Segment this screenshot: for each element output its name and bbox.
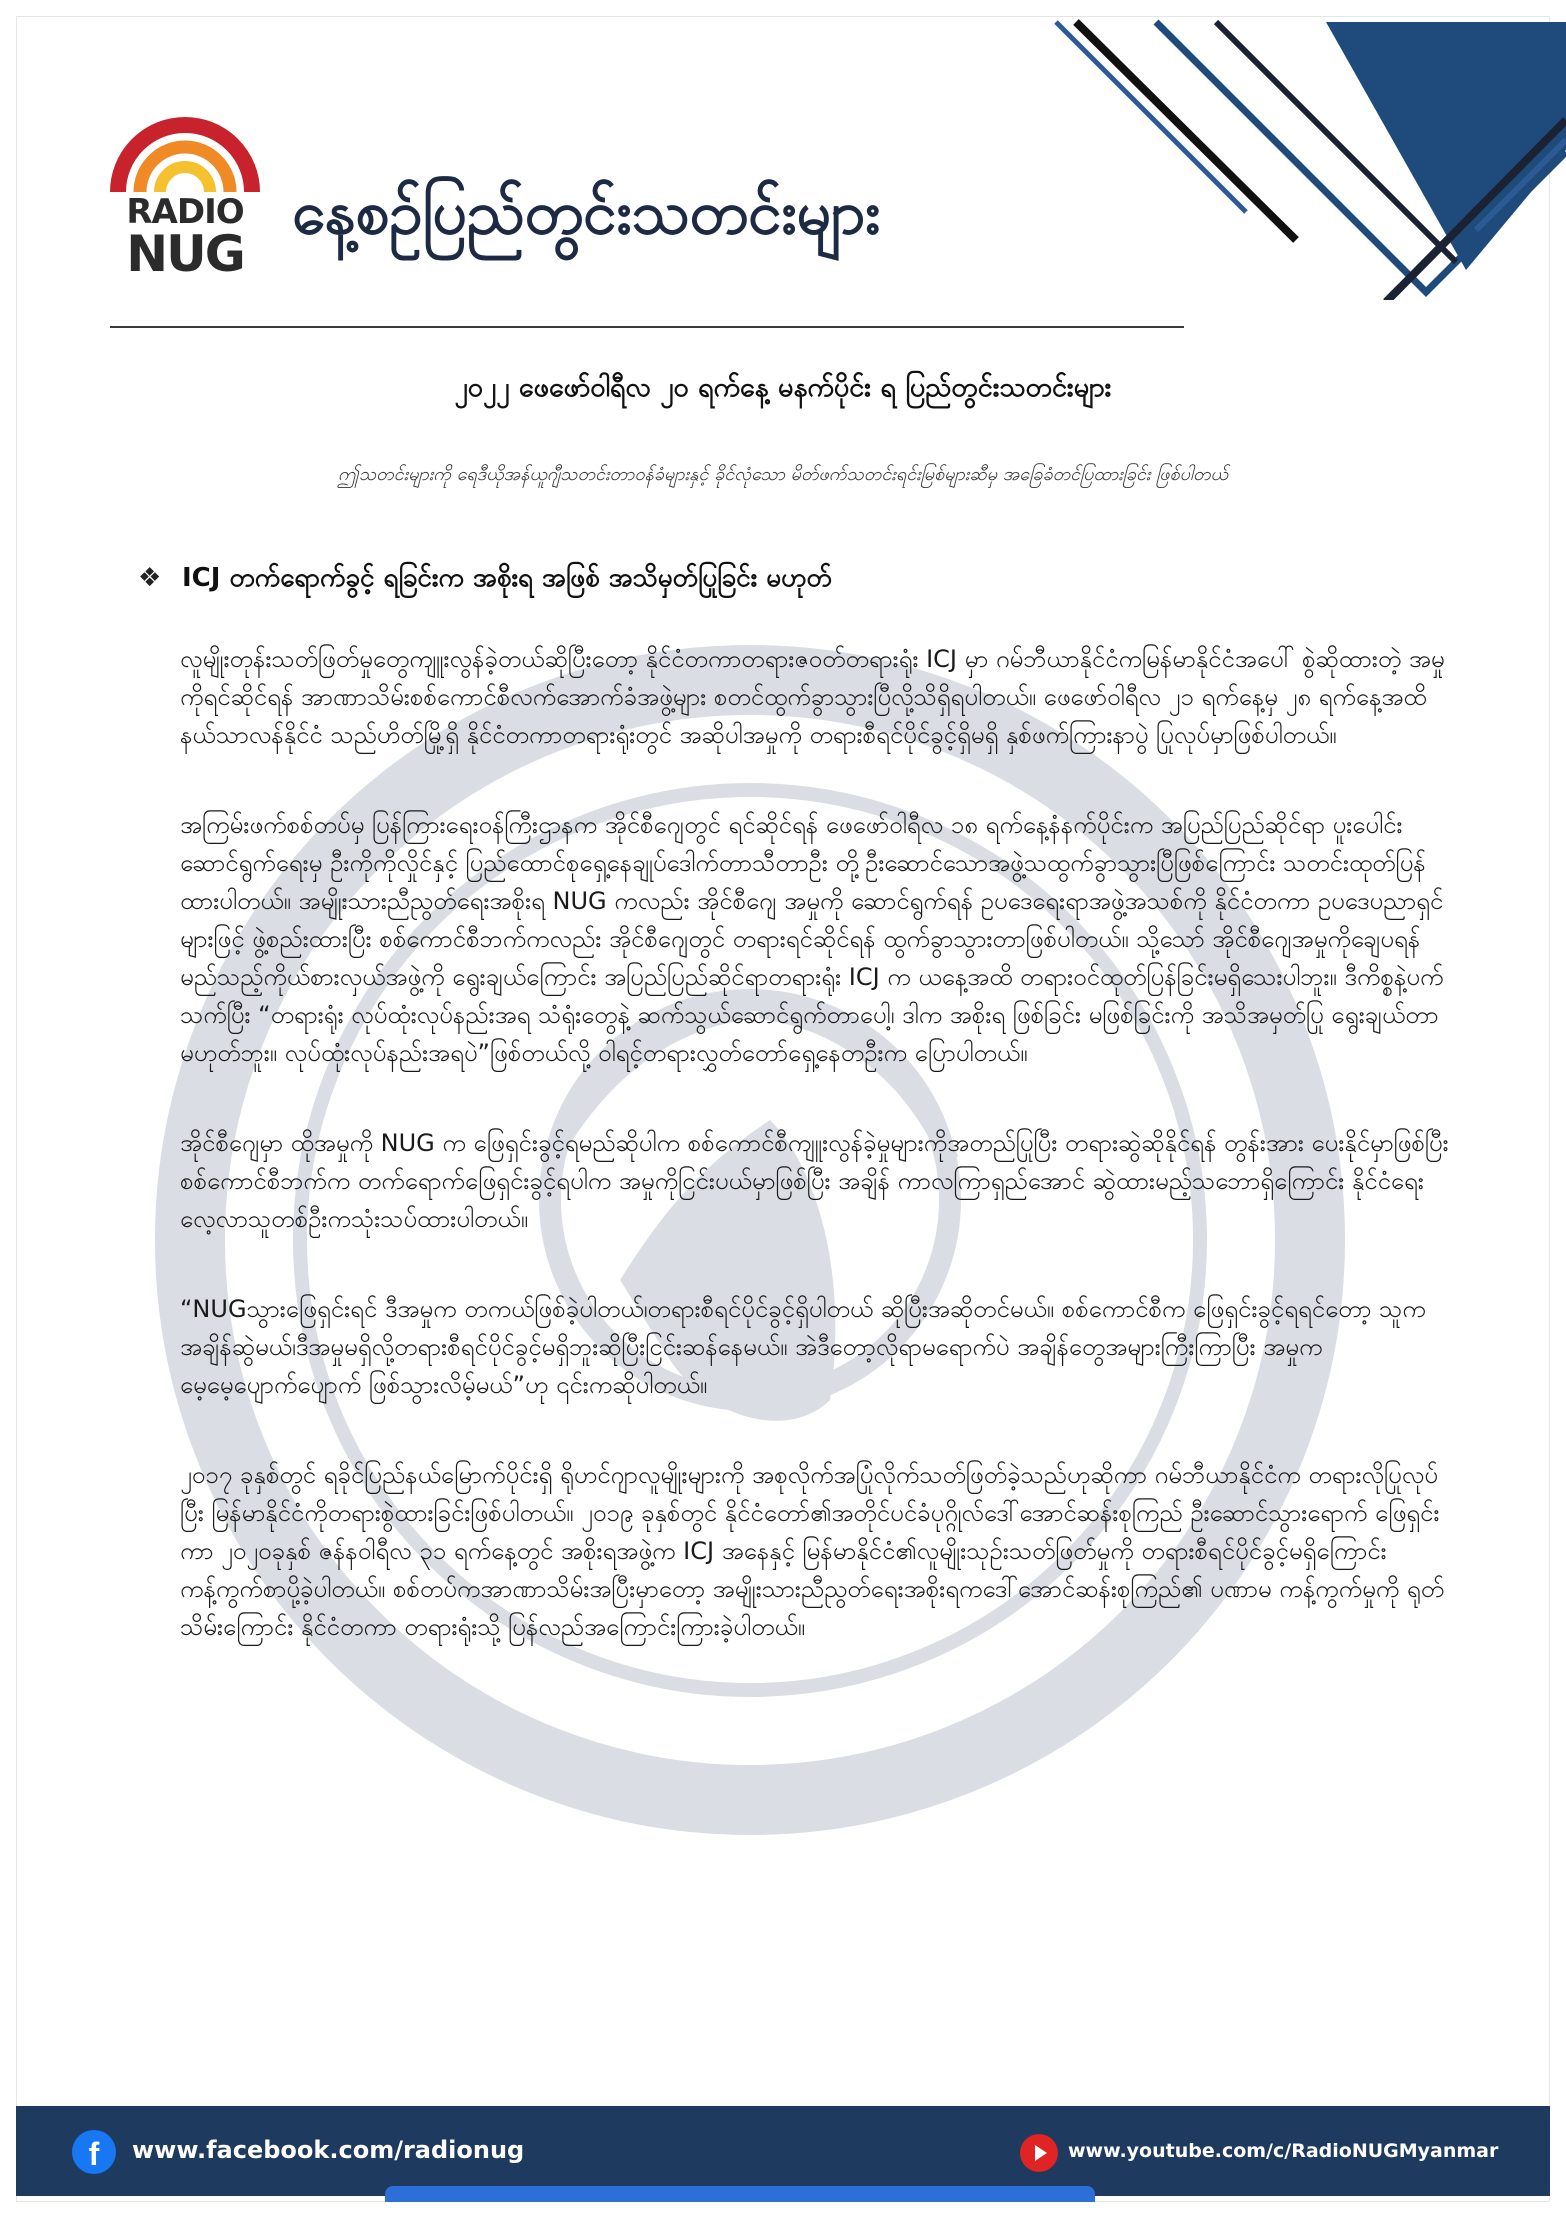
corner-decoration bbox=[826, 0, 1566, 300]
headline-text: ICJ တက်ရောက်ခွင့် ရခြင်းက အစိုးရ အဖြစ် အသိမှတ်ပြုခြင်း မဟုတ် bbox=[182, 563, 832, 593]
article-paragraph: လူမျိုးတုန်းသတ်ဖြတ်မှုတွေကျူးလွန်ခဲ့တယ်ဆိုပြီးတော့ နိုင်ငံတကာတရားဇဝတ်တရားရုံး ICJ မှာ ဂမ်ဘီယာနိုင်ငံကမြန်မာနိုင်ငံအပေါ် စွဲဆိုထားတဲ့ အမှုကိုရင်ဆိုင်ရန် အာဏာသိမ်းစစ်ကောင်စီလက်အောက်ခံအဖွဲ့များ စတင်ထွက်ခွာသွားပြီလို့သိရှိရပါတယ်။ ဖေဖော်ဝါရီလ ၂၁ ရက်နေ့မှ ၂၈ ရက်နေ့အထိ နယ်သာလန်နိုင်ငံ သည်ဟိတ်မြို့ရှိ နိုင်ငံတကာတရားရုံးတွင် အဆိုပါအမှုကို တရားစီရင်ပိုင်ခွင့်ရှိမရှိ နှစ်ဖက်ကြားနာပွဲ ပြုလုပ်မှာဖြစ်ပါတယ်။ bbox=[180, 645, 1445, 749]
page-title: နေ့စဉ်ပြည်တွင်းသတင်းများ bbox=[292, 178, 881, 248]
date-subtitle: ၂၀၂၂ ဖေဖော်ဝါရီလ ၂၀ ရက်နေ့ မနက်ပိုင်း ရ ပြည်တွင်းသတင်းများ bbox=[454, 372, 1112, 403]
logo-text-nug: NUG bbox=[126, 225, 244, 283]
broadcast-arcs-icon bbox=[110, 114, 260, 194]
footer-accent-strip bbox=[385, 2186, 1095, 2202]
source-disclaimer: ဤသတင်းများကို ရေဒီယိုအန်ယူဂျီသတင်းတာဝန်ခံများနှင့် ခိုင်လုံသော မိတ်ဖက်သတင်းရင်းမြစ်များဆီမှ အခြေခံတင်ပြထားခြင်း ဖြစ်ပါတယ် bbox=[337, 464, 1229, 485]
article-paragraph: အကြမ်းဖက်စစ်တပ်မှ ပြန်ကြားရေးဝန်ကြီးဌာနက အိုင်စီဂျေတွင် ရင်ဆိုင်ရန် ဖေဖော်ဝါရီလ ၁၈ ရက်နေ့နံနက်ပိုင်းက အပြည်ပြည်ဆိုင်ရာ ပူးပေါင်းဆောင်ရွက်ရေးမှ ဦးကိုကိုလှိုင်နှင့် ပြည်ထောင်စုရှေ့နေချုပ်ဒေါက်တာသီတာဦး တို့ဦးဆောင်သောအဖွဲ့သထွက်ခွာသွားပြီဖြစ်ကြောင်း သတင်းထုတ်ပြန်ထားပါတယ်။ အမျိုးသားညီညွတ်ရေးအစိုးရ NUG ကလည်း အိုင်စီဂျေ အမှုကို ဆောင်ရွက်ရန် ဥပဒေရေးရာအဖွဲ့အသစ်ကို နိုင်ငံတကာ ဥပဒေပညာရှင်များဖြင့် ဖွဲ့စည်းထားပြီး စစ်ကောင်စီဘက်ကလည်း အိုင်စီဂျေတွင် တရားရင်ဆိုင်ရန် ထွက်ခွာသွားတာဖြစ်ပါတယ်။ သို့သော် အိုင်စီဂျေအမှုကိုချေပရန် မည်သည့်ကိုယ်စားလှယ်အဖွဲ့ကို ရွေးချယ်ကြောင်း အပြည်ပြည်ဆိုင်ရာတရားရုံး ICJ က ယနေ့အထိ တရားဝင်ထုတ်ပြန်ခြင်းမရှိသေးပါဘူး။ ဒီကိစ္စနဲ့ပက်သက်ပြီး “တရားရုံး လုပ်ထုံးလုပ်နည်းအရ သံရုံးတွေနဲ့ ဆက်သွယ်ဆောင်ရွက်တာပေါ့၊ ဒါက အစိုးရ ဖြစ်ခြင်း မဖြစ်ခြင်းကို အသိအမှတ်ပြု ရွေးချယ်တာမဟုတ်ဘူး။ လုပ်ထုံးလုပ်နည်းအရပဲ”ဖြစ်တယ်လို့ ဝါရင့်တရားလွှတ်တော်ရှေ့နေတဦးက ပြောပါတယ်။ bbox=[180, 811, 1444, 1067]
title-divider bbox=[110, 326, 1184, 328]
article-paragraph: “NUGသွားဖြေရှင်းရင် ဒီအမှုက တကယ်ဖြစ်ခဲ့ပါတယ်၊တရားစီရင်ပိုင်ခွင့်ရှိပါတယ် ဆိုပြီးအဆိုတင်မယ်။ စစ်ကောင်စီက ဖြေရှင်းခွင့်ရရင်တော့ သူကအချိန်ဆွဲမယ်၊ဒီအမှုမရှိလို့တရားစီရင်ပိုင်ခွင့်မရှိဘူးဆိုပြီးငြင်းဆန်နေမယ်။ အဲဒီတော့လိုရာမရောက်ပဲ အချိန်တွေအများကြီးကြာပြီး အမှုကမေ့မေ့ပျောက်ပျောက် ဖြစ်သွားလိမ့်မယ်”ဟု ၎င်းကဆိုပါတယ်။ bbox=[180, 1295, 1426, 1399]
article-paragraph: အိုင်စီဂျေမှာ ထိုအမှုကို NUG က ဖြေရှင်းခွင့်ရမည်ဆိုပါက စစ်ကောင်စီကျူးလွန်ခဲ့မှုများကိုအတည်ပြုပြီး တရားဆွဲဆိုနိုင်ရန် တွန်းအား ပေးနိုင်မှာဖြစ်ပြီး စစ်ကောင်စီဘက်က တက်ရောက်ဖြေရှင်းခွင့်ရပါက အမှုကိုငြင်းပယ်မှာဖြစ်ပြီး အချိန် ကာလကြာရှည်အောင် ဆွဲထားမည့်သဘောရှိကြောင်း နိုင်ငံရေးလေ့လာသူတစ်ဦးကသုံးသပ်ထားပါတယ်။ bbox=[180, 1129, 1449, 1233]
facebook-icon[interactable]: f bbox=[72, 2130, 116, 2174]
article-paragraph: ၂၀၁၇ ခုနှစ်တွင် ရခိုင်ပြည်နယ်မြောက်ပိုင်းရှိ ရိုဟင်ဂျာလူမျိုးများကို အစုလိုက်အပြုံလိုက်သတ်ဖြတ်ခဲ့သည်ဟုဆိုကာ ဂမ်ဘီယာနိုင်ငံက တရားလိုပြုလုပ်ပြီး မြန်မာနိုင်ငံကိုတရားစွဲထားခြင်းဖြစ်ပါတယ်။ ၂၀၁၉ ခုနှစ်တွင် နိုင်ငံတော်၏အတိုင်ပင်ခံပုဂ္ဂိုလ်ဒေါ်အောင်ဆန်းစုကြည် ဦးဆောင်သွားရောက် ဖြေရှင်းကာ ၂၀၂၀ခုနှစ် ဇန်နဝါရီလ ၃၁ ရက်နေ့တွင် အစိုးရအဖွဲ့က ICJ အနေနှင့် မြန်မာနိုင်ငံ၏လူမျိုးသုဉ်းသတ်ဖြတ်မှုကို တရားစီရင်ပိုင်ခွင့်မရှိကြောင်း ကန့်ကွက်စာပို့ခဲ့ပါတယ်။ စစ်တပ်ကအာဏာသိမ်းအပြီးမှာတော့ အမျိုးသားညီညွတ်ရေးအစိုးရကဒေါ်အောင်ဆန်းစုကြည်၏ ပဏာမ ကန့်ကွက်မှုကို ရုတ်သိမ်းကြောင်း နိုင်ငံတကာ တရားရုံးသို့ ပြန်လည်အကြောင်းကြားခဲ့ပါတယ်။ bbox=[180, 1461, 1445, 1641]
bullet-icon: ❖ bbox=[138, 563, 162, 593]
logo-text-radio: RADIO bbox=[126, 192, 244, 232]
radio-nug-logo bbox=[110, 114, 260, 284]
facebook-link[interactable]: www.facebook.com/radionug bbox=[132, 2136, 525, 2164]
youtube-icon[interactable] bbox=[1020, 2134, 1058, 2172]
article-headline bbox=[138, 560, 1438, 599]
article-body bbox=[180, 640, 1450, 1698]
youtube-link[interactable]: www.youtube.com/c/RadioNUGMyanmar bbox=[1068, 2140, 1499, 2162]
